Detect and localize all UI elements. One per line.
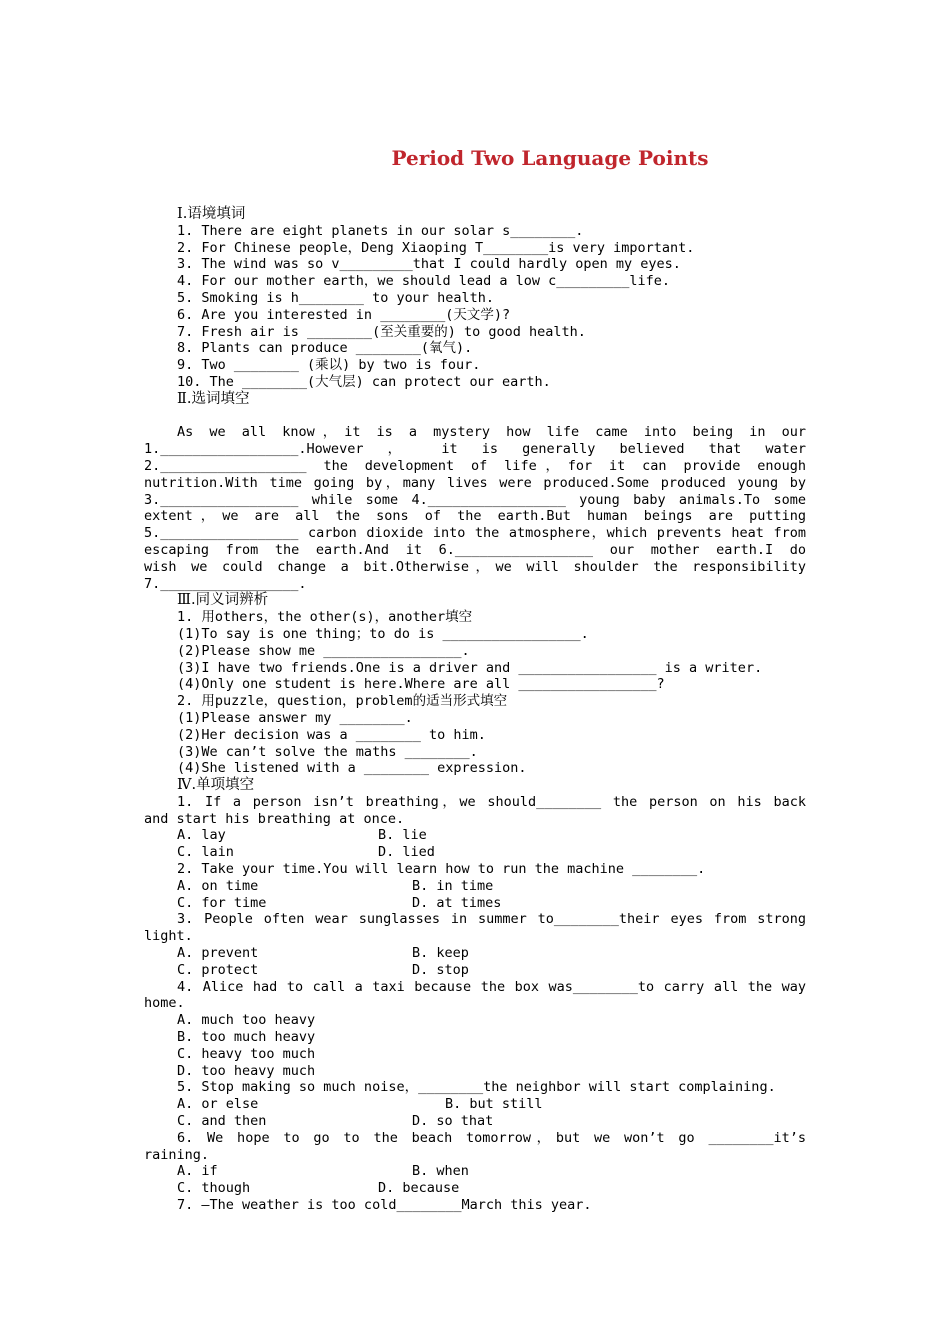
- section-4-heading: Ⅳ.单项填空: [177, 777, 255, 794]
- s4-q6-options-row-2: [144, 1180, 806, 1197]
- s3-q2-item-3: (3)We can’t solve the maths ________.: [177, 743, 478, 760]
- section-2-heading: Ⅱ.选词填空: [177, 390, 250, 407]
- s4-q6-options-row-1: [144, 1163, 806, 1180]
- s2-line-5: 3._________________ while some 4._________________ young baby animals.To some: [144, 491, 806, 508]
- s1-item-1: 1. There are eight planets in our solar s________.: [177, 222, 584, 239]
- s4-q3-options-row-1: [144, 945, 806, 962]
- s4-q4-option-c: C. heavy too much: [177, 1045, 316, 1062]
- option-c: C. protect: [177, 961, 259, 978]
- s4-q4-option-d: D. too heavy much: [177, 1062, 316, 1079]
- s2-line-6: extent，we are all the sons of the earth.But human beings are putting: [144, 508, 806, 525]
- option-b: B. lie: [378, 827, 427, 844]
- option-a: A. on time: [177, 877, 259, 894]
- s2-line-10: 7._________________.: [144, 575, 307, 592]
- s1-item-6: 6. Are you interested in ________(天文学)?: [177, 306, 511, 323]
- s4-q5-options-row-2: [144, 1113, 806, 1130]
- s4-q2-options-row-2: [144, 895, 806, 912]
- option-b: B. when: [412, 1163, 469, 1180]
- section-3-heading: Ⅲ.同义词辨析: [177, 592, 269, 609]
- s2-line-8: escaping from the earth.And it 6._________________ our mother earth.I do: [144, 541, 806, 558]
- s4-q5-options-row-1: [144, 1096, 806, 1113]
- option-a: A. lay: [177, 827, 226, 844]
- s1-item-9: 9. Two ________ (乘以) by two is four.: [177, 357, 481, 374]
- option-a: A. or else: [177, 1096, 259, 1113]
- s1-item-2: 2. For Chinese people，Deng Xiaoping T________is very important.: [177, 239, 695, 256]
- s2-line-1: As we all know，it is a mystery how life came into being in our: [177, 424, 806, 441]
- s3-q2-item-2: (2)Her decision was a ________ to him.: [177, 726, 486, 743]
- page-title: Period Two Language Points: [391, 146, 709, 170]
- option-a: A. if: [177, 1163, 218, 1180]
- s4-q6-stem-cont: raining.: [144, 1146, 210, 1163]
- option-c: C. and then: [177, 1113, 267, 1130]
- s4-q3-options-row-2: [144, 962, 806, 979]
- s4-q6-stem: 6. We hope to go to the beach tomorrow，but we won’t go ________it’s: [177, 1129, 806, 1146]
- s3-q1-heading: 1. 用others，the other(s)，another填空: [177, 609, 473, 626]
- s4-q4-option-b: B. too much heavy: [177, 1029, 316, 1046]
- s3-q1-item-3: (3)I have two friends.One is a driver and _________________ is a writer.: [177, 659, 763, 676]
- spacer: [144, 408, 806, 425]
- s4-q1-options-row-2: [144, 844, 806, 861]
- s1-item-10: 10. The ________(大气层) can protect our earth.: [177, 373, 551, 390]
- s4-q3-stem-cont: light.: [144, 928, 193, 945]
- s1-item-3: 3. The wind was so v_________that I could hardly open my eyes.: [177, 256, 681, 273]
- s4-q4-stem-cont: home.: [144, 995, 185, 1012]
- s4-q1-stem: 1. If a person isn’t breathing，we should________ the person on his back: [177, 793, 806, 810]
- s4-q1-options-row-1: [144, 827, 806, 844]
- s1-item-5: 5. Smoking is h________ to your health.: [177, 289, 494, 306]
- s2-line-4: nutrition.With time going by，many lives were produced.Some produced young by: [144, 474, 806, 491]
- option-c: C. for time: [177, 894, 267, 911]
- option-d: D. stop: [412, 961, 469, 978]
- s3-q2-item-1: (1)Please answer my ________.: [177, 709, 413, 726]
- s3-q2-heading: 2. 用puzzle，question，problem的适当形式填空: [177, 693, 508, 710]
- s1-item-8: 8. Plants can produce ________(氧气).: [177, 340, 473, 357]
- option-d: D. lied: [378, 844, 435, 861]
- option-d: D. so that: [412, 1113, 494, 1130]
- s3-q1-item-1: (1)To say is one thing；to do is _________________.: [177, 625, 589, 642]
- worksheet-content: [144, 206, 806, 1214]
- option-c: C. though: [177, 1180, 251, 1197]
- s2-line-3: 2.__________________ the development of life，for it can provide enough: [144, 457, 806, 474]
- option-a: A. prevent: [177, 945, 259, 962]
- s2-line-2: 1._________________.However ， it is generally believed that water: [144, 441, 806, 458]
- option-b: B. keep: [412, 945, 469, 962]
- s1-item-7: 7. Fresh air is ________(至关重要的) to good health.: [177, 323, 586, 340]
- s2-line-9: wish we could change a bit.Otherwise，we will shoulder the responsibility: [144, 558, 806, 575]
- option-b: B. in time: [412, 877, 494, 894]
- s3-q1-item-2: (2)Please show me _________________.: [177, 642, 470, 659]
- s4-q7-stem: 7. —The weather is too cold________March this year.: [177, 1197, 592, 1214]
- option-b: B. but still: [445, 1096, 543, 1113]
- s3-q2-item-4: (4)She listened with a ________ expression.: [177, 760, 527, 777]
- s4-q4-stem: 4. Alice had to call a taxi because the box was________to carry all the way: [177, 978, 806, 995]
- s4-q4-option-a: A. much too heavy: [177, 1012, 316, 1029]
- option-c: C. lain: [177, 844, 234, 861]
- s4-q1-stem-cont: and start his breathing at once.: [144, 810, 405, 827]
- s4-q2-stem: 2. Take your time.You will learn how to run the machine ________.: [177, 861, 706, 878]
- s2-line-7: 5._________________ carbon dioxide into the atmosphere，which prevents heat from: [144, 525, 806, 542]
- option-d: D. because: [378, 1180, 460, 1197]
- s3-q1-item-4: (4)Only one student is here.Where are all _________________?: [177, 676, 665, 693]
- option-d: D. at times: [412, 894, 502, 911]
- s4-q2-options-row-1: [144, 878, 806, 895]
- s4-q5-stem: 5. Stop making so much noise，________the neighbor will start complaining.: [177, 1079, 776, 1096]
- s4-q3-stem: 3. People often wear sunglasses in summer to________their eyes from strong: [177, 911, 806, 928]
- section-1-heading: Ⅰ.语境填词: [177, 206, 246, 222]
- s1-item-4: 4. For our mother earth，we should lead a low c_________life.: [177, 273, 671, 290]
